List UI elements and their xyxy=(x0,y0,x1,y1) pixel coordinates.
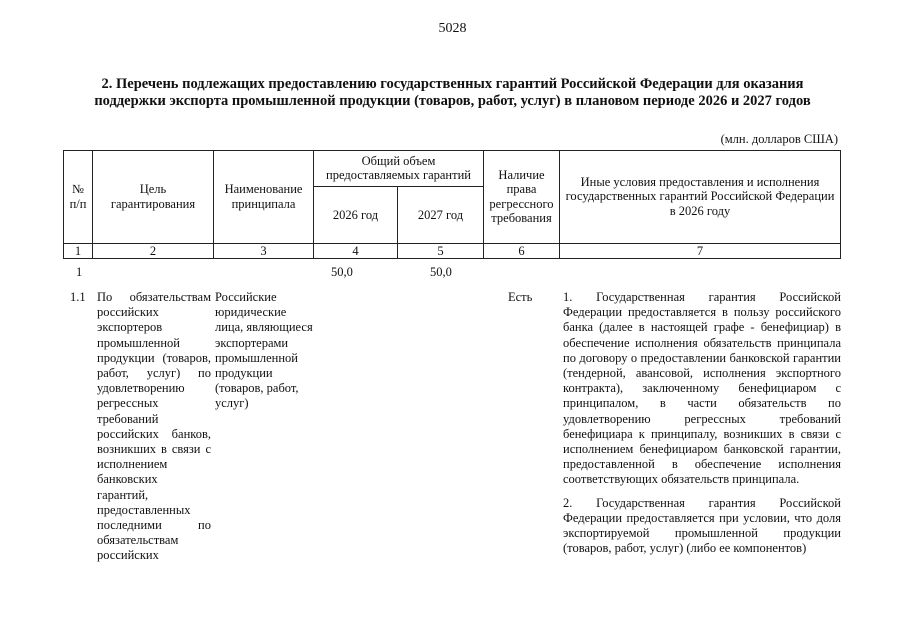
header-total: Общий объем предоставляемых гарантий xyxy=(326,153,471,182)
conditions-paragraph-1: 1. Государственная гарантия Российской Федерации предоставляется в пользу российского банка (далее в настоящей графе - бенефициар) в обеспечение исполнения обязательств принципала по договору о предоставлении банковской гарантии (тендерной, авансовой, исполнения экспортного контракта), заключенному бенефициаром с принципалом, в части обязательств по удовлетворению регрессных требований бенефициара к принципалу, возникших в связи с исполнением бенефициаром банковской гарантии, предоставленной в обеспечение исполнения соответствующих обязательств принципала. xyxy=(563,290,841,487)
header-number-2: 2 xyxy=(149,243,157,258)
header-num: № п/п xyxy=(69,182,87,211)
total-row-2026: 50,0 xyxy=(331,265,353,279)
table-header xyxy=(63,150,841,259)
header-other: Иные условия предоставления и исполнения государственных гарантий Российской Федерации в 2026 году xyxy=(565,174,835,218)
document-title xyxy=(20,76,885,110)
header-number-6: 6 xyxy=(518,243,525,258)
header-number-1: 1 xyxy=(74,243,82,258)
header-number-3: 3 xyxy=(260,243,267,258)
row-1-1-num: 1.1 xyxy=(70,290,86,304)
header-regress: Наличие права регрессного требования xyxy=(489,167,554,225)
header-number-7: 7 xyxy=(696,243,704,258)
header-number-5: 5 xyxy=(437,243,444,258)
units-note: (млн. долларов США) xyxy=(720,132,838,146)
header-number-4: 4 xyxy=(352,243,359,258)
conditions-paragraph-2: 2. Государственная гарантия Российской Федерации предоставляется при условии, что доля экспортируемой промышленной продукции (товаров, работ, услуг) (либо ее компонентов) xyxy=(563,495,841,556)
header-2026: 2026 год xyxy=(332,207,379,222)
total-row-num: 1 xyxy=(76,265,83,279)
header-purpose: Цель гарантирования xyxy=(110,182,196,211)
title-line-2: поддержки экспорта промышленной продукции (товаров, работ, услуг) в плановом периоде 2026 и 2027 годов xyxy=(94,93,811,109)
page-number: 5028 xyxy=(438,21,467,36)
header-principal: Наименование принципала xyxy=(224,182,303,211)
header-2027: 2027 год xyxy=(417,207,464,222)
row-1-1-principal: Российские юридические лица, являющиеся экспортерами промышленной продукции (товаров, работ, услуг) xyxy=(215,290,313,411)
row-1-1-regress: Есть xyxy=(508,290,533,304)
row-1-1-conditions xyxy=(563,290,841,564)
row-1-1-purpose: По обязательствам российских экспортеров промышленной продукции (товаров, работ, услуг) по удовлетворению регрессных требований российских банков, возникших в связи с исполнением банковских гарантий, предоставленных последними по обязательствам российских xyxy=(97,290,211,563)
total-row-2027: 50,0 xyxy=(430,265,452,279)
title-line-1: 2. Перечень подлежащих предоставлению государственных гарантий Российской Федерации для оказания xyxy=(101,76,804,92)
